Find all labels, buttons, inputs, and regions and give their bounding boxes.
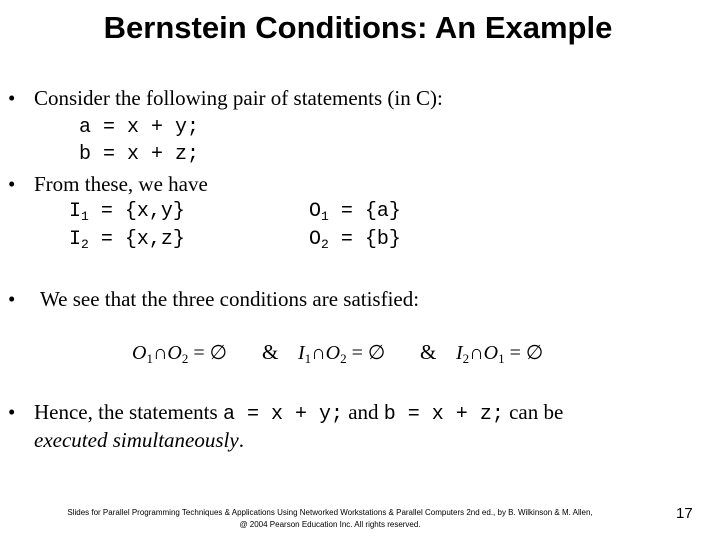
footer-copyright: @ 2004 Pearson Education Inc. All rights reserved. xyxy=(239,520,421,529)
bullet-from-these: From these, we have xyxy=(34,172,208,196)
set-o1 xyxy=(309,200,401,224)
bullet-hence xyxy=(34,400,563,426)
set-i2-subscript: 2 xyxy=(81,237,89,252)
slide-footer xyxy=(30,507,630,531)
condition-i1-o2: $I_1\cap O_2$ = ∅ xyxy=(298,342,386,366)
hence-code-b: b = x + z; xyxy=(383,403,504,426)
set-o2-subscript: 2 xyxy=(321,237,329,252)
page-number: 17 xyxy=(676,505,693,522)
set-i1-var: I xyxy=(69,200,82,223)
bullet-conditions-satisfied: We see that the three conditions are satisfied: xyxy=(40,287,420,311)
hence-code-a: a = x + y; xyxy=(222,403,343,426)
condition-i2-o1: $I_2\cap O_1$ = ∅ xyxy=(456,342,544,366)
set-i2-var: I xyxy=(69,228,82,251)
statement-a: a = x + y; xyxy=(79,116,200,139)
set-o1-var: O xyxy=(309,200,322,223)
bullet-marker: • xyxy=(8,400,16,424)
bullet-marker: • xyxy=(8,287,16,311)
hence-suffix: can be xyxy=(503,400,564,424)
set-i2-value: = {x,z} xyxy=(88,228,185,251)
bullet-marker: • xyxy=(8,172,16,196)
footer-credit: Slides for Parallel Programming Techniques & Applications Using Networked Workstations & Parallel Computers 2nd ed., by B. Wilkinson & M. Allen, xyxy=(67,508,593,517)
set-o1-value: = {a} xyxy=(328,200,401,223)
set-i1-value: = {x,y} xyxy=(88,200,185,223)
set-o2-var: O xyxy=(309,228,322,251)
set-i2 xyxy=(69,228,185,252)
statement-b: b = x + z; xyxy=(79,143,200,166)
set-i1 xyxy=(69,200,185,224)
executed-simultaneously: executed simultaneously xyxy=(34,428,239,452)
set-o1-subscript: 1 xyxy=(321,209,329,224)
hence-prefix: Hence, the statements xyxy=(34,400,223,424)
set-o2-value: = {b} xyxy=(328,228,401,251)
hence-line2: executed simultaneously. xyxy=(34,428,244,452)
condition-separator: & xyxy=(262,340,279,364)
bullet-marker: • xyxy=(8,86,16,110)
slide-title: Bernstein Conditions: An Example xyxy=(103,10,613,45)
bullet-consider-statements: Consider the following pair of statements (in C): xyxy=(34,86,443,110)
hence-mid: and xyxy=(342,400,384,424)
set-o2 xyxy=(309,228,401,252)
condition-separator: & xyxy=(420,340,437,364)
condition-o1-o2: $O_1\cap O_2$ = ∅ xyxy=(132,342,228,366)
set-i1-subscript: 1 xyxy=(81,209,89,224)
